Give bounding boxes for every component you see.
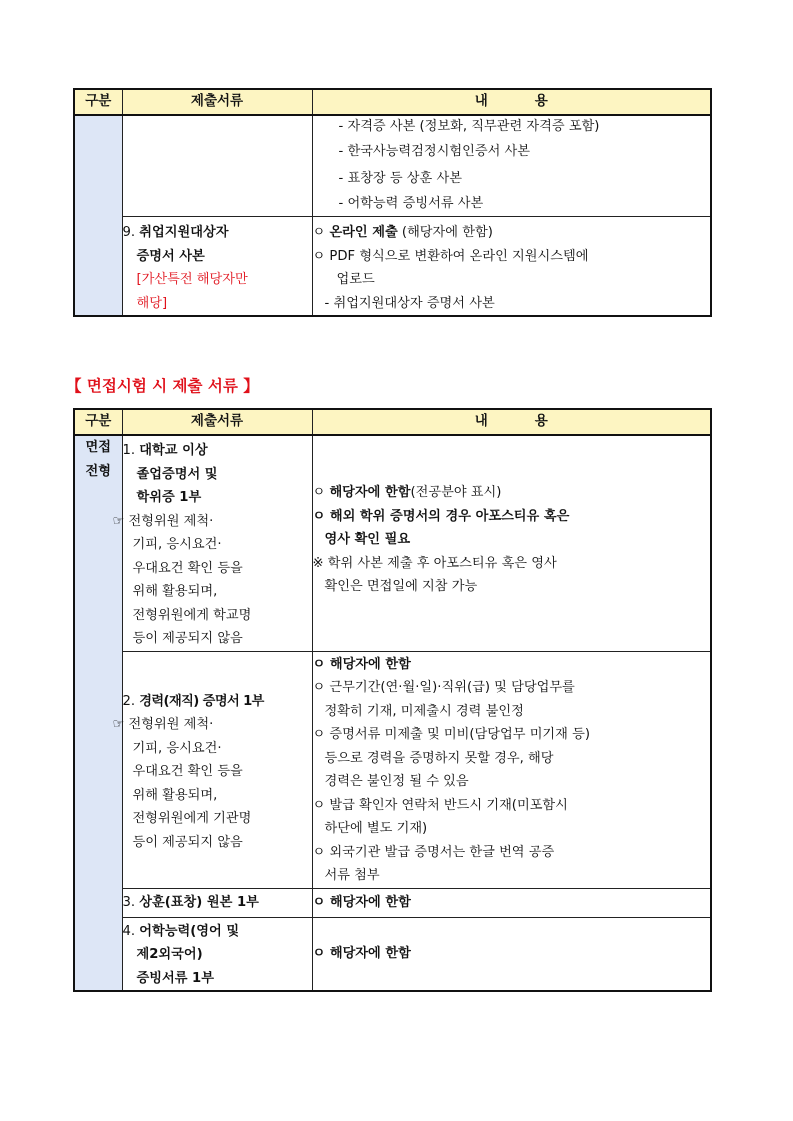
content-cell — [312, 651, 711, 888]
content-line: ㅇ 해당자에 한함 — [312, 946, 411, 961]
doc-title: 학위증 1부 — [136, 490, 202, 505]
doc-title: 졸업증명서 및 — [136, 466, 218, 482]
table-row — [74, 917, 711, 991]
doc-note: 위해 활용되며, — [132, 584, 218, 599]
doc-title: 경력(재직) 증명서 1부 — [139, 693, 264, 709]
doc-note: 기피, 응시요건· — [132, 740, 222, 756]
doc-cell — [122, 217, 312, 317]
doc-cell — [122, 888, 312, 917]
doc-number: 2. — [122, 693, 140, 709]
bullet: ㅇ — [312, 485, 330, 500]
doc-note: 등이 제공되지 않음 — [132, 631, 243, 646]
doc-note-red: [가산특전 해당자만 — [136, 272, 248, 287]
header-category: 구분 — [74, 409, 122, 435]
content-line: 영사 확인 필요 — [324, 532, 411, 547]
table-row — [74, 651, 711, 888]
content-line: ㅇ 해외 학위 증명서의 경우 아포스티유 혹은 — [312, 508, 570, 524]
content-line: ㅇ 증명서류 미제출 및 미비(담당업무 미기재 등) — [312, 727, 590, 742]
doc-note: 전형위원에게 기관명 — [132, 811, 252, 826]
content-bold: 해당자에 한함 — [329, 485, 411, 500]
doc-note-red: 해당] — [136, 295, 168, 311]
doc-note: 등이 제공되지 않음 — [132, 834, 243, 850]
section-title: 【 면접시험 시 제출 서류 】 — [66, 377, 259, 395]
content-line: ㅇ 근무기간(연·월·일)·직위(급) 및 담당업무를 — [312, 680, 575, 695]
header-content: 내 용 — [312, 89, 711, 115]
content-line: - 표창장 등 상훈 사본 — [338, 171, 462, 186]
content-line: 경력은 불인정 될 수 있음 — [324, 774, 469, 789]
content-line: ㅇ 외국기관 발급 증명서는 한글 번역 공증 — [312, 844, 555, 860]
table-row — [74, 888, 711, 917]
bullet: ㅇ — [312, 225, 330, 240]
content-cell — [312, 115, 711, 217]
doc-title: 대학교 이상 — [139, 443, 208, 458]
doc-note: ☞ 전형위원 제척· — [112, 513, 214, 529]
doc-title: 증빙서류 1부 — [136, 970, 214, 986]
content-text: (해당자에 한함) — [397, 225, 493, 240]
content-line: 업로드 — [336, 272, 375, 287]
doc-cell — [122, 917, 312, 991]
content-cell — [312, 435, 711, 651]
content-line: - 어학능력 증빙서류 사본 — [338, 196, 484, 211]
doc-number: 9. — [122, 225, 140, 240]
doc-title: 증명서 사본 — [136, 248, 205, 264]
doc-number: 3. — [122, 894, 140, 910]
submission-table-continued — [73, 88, 712, 317]
content-bold: 온라인 제출 — [329, 225, 398, 240]
content-line: - 자격증 사본 (정보화, 직무관련 자격증 포함) — [338, 119, 600, 134]
header-documents: 제출서류 — [122, 89, 312, 115]
doc-note: 기피, 응시요건· — [132, 537, 222, 552]
table-row — [74, 115, 711, 217]
content-line: - 한국사능력검정시험인증서 사본 — [338, 144, 530, 159]
content-line: ㅇ PDF 형식으로 변환하여 온라인 지원시스템에 — [312, 248, 589, 264]
category-label: 전형 — [85, 464, 111, 479]
doc-cell-empty — [122, 115, 312, 217]
doc-note: 우대요건 확인 등을 — [132, 560, 243, 576]
content-line: 확인은 면접일에 지참 가능 — [324, 579, 478, 594]
doc-number: 4. — [122, 923, 140, 939]
doc-title: 제2외국어) — [136, 947, 203, 962]
content-line: 등으로 경력을 증명하지 못할 경우, 해당 — [324, 750, 554, 766]
content-cell — [312, 917, 711, 991]
category-label: 면접 — [85, 440, 111, 455]
content-cell — [312, 888, 711, 917]
content-line: - 취업지원대상자 증명서 사본 — [324, 295, 495, 311]
doc-note: ☞ 전형위원 제척· — [112, 717, 214, 732]
category-cell — [74, 115, 122, 316]
content-line: 정확히 기재, 미제출시 경력 불인정 — [324, 703, 524, 719]
header-content: 내 용 — [312, 409, 711, 435]
doc-cell — [112, 651, 312, 888]
content-text: (전공분야 표시) — [410, 485, 502, 500]
doc-title: 취업지원대상자 — [139, 225, 229, 240]
table-header-row — [74, 89, 711, 115]
interview-documents-table — [73, 408, 712, 992]
doc-cell — [112, 435, 312, 651]
content-line: 서류 첨부 — [324, 868, 380, 883]
table-row — [74, 435, 711, 651]
header-documents: 제출서류 — [122, 409, 312, 435]
doc-number: 1. — [122, 443, 140, 458]
table-row — [74, 217, 711, 317]
header-category: 구분 — [74, 89, 122, 115]
doc-note: 위해 활용되며, — [132, 787, 218, 803]
doc-title: 어학능력(영어 및 — [139, 923, 240, 939]
content-cell — [312, 217, 711, 317]
content-line: ※ 학위 사본 제출 후 아포스티유 혹은 영사 — [312, 555, 557, 571]
content-line: 하단에 별도 기재) — [324, 821, 428, 836]
doc-note: 우대요건 확인 등을 — [132, 764, 243, 779]
content-line: ㅇ 해당자에 한함 — [312, 656, 411, 672]
table-header-row — [74, 409, 711, 435]
content-line: ㅇ 해당자에 한함 — [312, 894, 411, 910]
content-line: ㅇ 발급 확인자 연락처 반드시 기재(미포함시 — [312, 797, 568, 813]
doc-title: 상훈(표창) 원본 1부 — [139, 894, 259, 910]
doc-note: 전형위원에게 학교명 — [132, 607, 252, 623]
